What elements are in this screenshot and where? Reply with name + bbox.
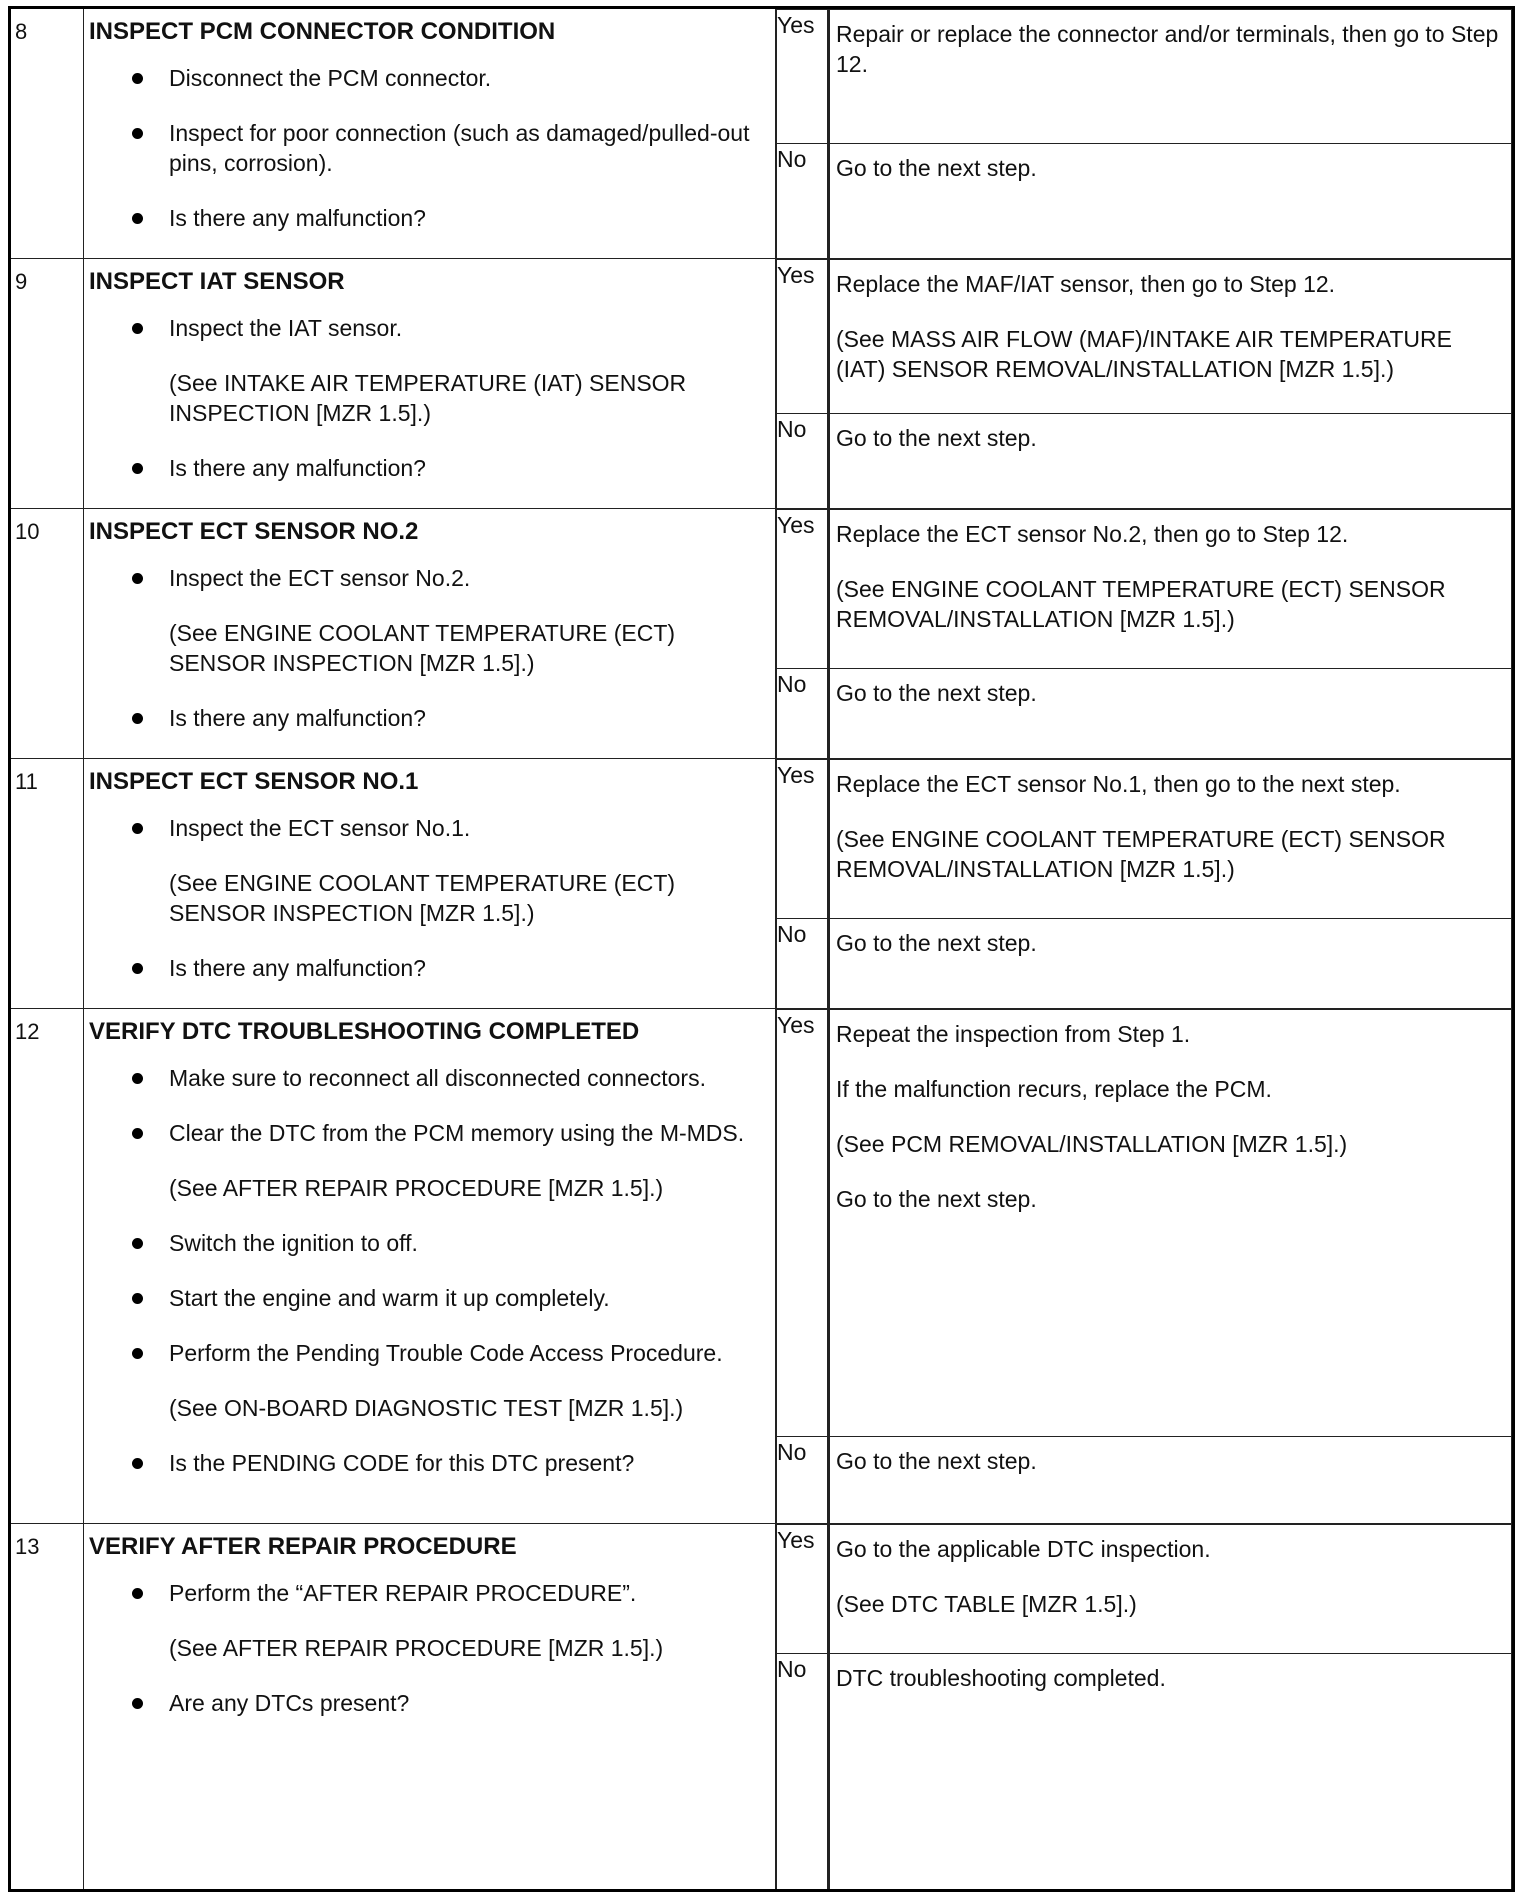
no-outcome bbox=[830, 414, 1512, 509]
result-no-label: No bbox=[777, 919, 828, 1009]
step-number: 8 bbox=[15, 19, 28, 44]
step-title: INSPECT ECT SENSOR NO.2 bbox=[89, 518, 419, 545]
step-title: INSPECT ECT SENSOR NO.1 bbox=[89, 768, 419, 795]
result-no-label: No bbox=[777, 144, 828, 259]
result-subtable bbox=[776, 509, 828, 758]
yes-action-text: (See PCM REMOVAL/INSTALLATION [MZR 1.5].) bbox=[836, 1131, 1348, 1157]
step-cell bbox=[10, 1009, 84, 1524]
step-number: 13 bbox=[15, 1534, 40, 1559]
step-cell bbox=[10, 259, 84, 509]
yes-action-text: (See MASS AIR FLOW (MAF)/INTAKE AIR TEMPERATURE (IAT) SENSOR REMOVAL/INSTALLATION [MZR 1.5].) bbox=[836, 326, 1452, 382]
result-cell bbox=[776, 1524, 829, 1891]
step-row bbox=[10, 259, 1514, 509]
action-cell bbox=[84, 759, 776, 1009]
yes-action-text: Replace the ECT sensor No.2, then go to Step 12. bbox=[836, 521, 1349, 547]
bullet-item: Start the engine and warm it up completely. bbox=[89, 1283, 765, 1313]
bullet-item: Disconnect the PCM connector. bbox=[89, 63, 765, 93]
bullet-item: Is there any malfunction? bbox=[89, 453, 765, 483]
result-yes-label: Yes bbox=[777, 760, 828, 919]
action-content bbox=[84, 259, 775, 483]
step-row bbox=[10, 8, 1514, 259]
bullet-item: Clear the DTC from the PCM memory using the M-MDS. bbox=[89, 1118, 765, 1148]
action-cell bbox=[84, 1524, 776, 1891]
yes-action-text: Replace the ECT sensor No.1, then go to the next step. bbox=[836, 771, 1401, 797]
reference-note: (See ENGINE COOLANT TEMPERATURE (ECT) SENSOR INSPECTION [MZR 1.5].) bbox=[169, 870, 676, 926]
step-title: VERIFY DTC TROUBLESHOOTING COMPLETED bbox=[89, 1018, 640, 1045]
yes-action-text: Repeat the inspection from Step 1. bbox=[836, 1021, 1191, 1047]
result-yes-label: Yes bbox=[777, 1010, 828, 1437]
no-action-text: Go to the next step. bbox=[836, 425, 1037, 451]
yes-outcome bbox=[830, 1010, 1512, 1437]
result-cell bbox=[776, 509, 829, 759]
result-yes-label: Yes bbox=[777, 510, 828, 669]
outcome-cell bbox=[829, 1524, 1514, 1891]
no-outcome bbox=[830, 1437, 1512, 1524]
bullet-item: Perform the “AFTER REPAIR PROCEDURE”. bbox=[89, 1578, 765, 1608]
action-cell bbox=[84, 509, 776, 759]
bullet-item: Make sure to reconnect all disconnected connectors. bbox=[89, 1063, 765, 1093]
outcome-subtable bbox=[829, 509, 1512, 758]
yes-action-text: Go to the next step. bbox=[836, 1186, 1037, 1212]
outcome-cell bbox=[829, 759, 1514, 1009]
step-title: INSPECT PCM CONNECTOR CONDITION bbox=[89, 18, 556, 45]
yes-action-text: Replace the MAF/IAT sensor, then go to Step 12. bbox=[836, 271, 1336, 297]
outcome-subtable bbox=[829, 1009, 1512, 1523]
result-yes-label: Yes bbox=[777, 10, 828, 144]
result-subtable bbox=[776, 259, 828, 508]
action-cell bbox=[84, 1009, 776, 1524]
step-number: 12 bbox=[15, 1019, 40, 1044]
outcome-cell bbox=[829, 8, 1514, 259]
no-action-text: DTC troubleshooting completed. bbox=[836, 1665, 1166, 1691]
result-yes-label: Yes bbox=[777, 260, 828, 414]
yes-outcome bbox=[830, 760, 1512, 919]
bullet-item: Are any DTCs present? bbox=[89, 1688, 765, 1718]
step-cell bbox=[10, 1524, 84, 1891]
step-number: 11 bbox=[15, 769, 38, 794]
yes-outcome bbox=[830, 10, 1512, 144]
outcome-cell bbox=[829, 1009, 1514, 1524]
action-content bbox=[84, 1524, 775, 1718]
no-action-text: Go to the next step. bbox=[836, 1448, 1037, 1474]
bullet-item: Inspect the IAT sensor. bbox=[89, 313, 765, 343]
bullet-item: Is there any malfunction? bbox=[89, 703, 765, 733]
step-number: 10 bbox=[15, 519, 40, 544]
reference-note: (See AFTER REPAIR PROCEDURE [MZR 1.5].) bbox=[169, 1175, 664, 1201]
yes-action-text: If the malfunction recurs, replace the PCM. bbox=[836, 1076, 1272, 1102]
step-row bbox=[10, 1009, 1514, 1524]
action-cell bbox=[84, 259, 776, 509]
outcome-cell bbox=[829, 509, 1514, 759]
result-subtable bbox=[776, 1009, 828, 1523]
step-row bbox=[10, 1524, 1514, 1891]
step-cell bbox=[10, 509, 84, 759]
diagnostic-procedure-table bbox=[8, 6, 1515, 1892]
outcome-subtable bbox=[829, 9, 1512, 258]
yes-action-text: Repair or replace the connector and/or terminals, then go to Step 12. bbox=[836, 21, 1499, 77]
no-action-text: Go to the next step. bbox=[836, 930, 1037, 956]
step-title: VERIFY AFTER REPAIR PROCEDURE bbox=[89, 1533, 517, 1560]
reference-note: (See ENGINE COOLANT TEMPERATURE (ECT) SENSOR INSPECTION [MZR 1.5].) bbox=[169, 620, 676, 676]
step-number: 9 bbox=[15, 269, 28, 294]
bullet-item: Is the PENDING CODE for this DTC present? bbox=[89, 1448, 765, 1478]
reference-note: (See AFTER REPAIR PROCEDURE [MZR 1.5].) bbox=[169, 1635, 664, 1661]
step-cell bbox=[10, 759, 84, 1009]
outcome-subtable bbox=[829, 1524, 1512, 1889]
result-no-label: No bbox=[777, 414, 828, 509]
bullet-item: Is there any malfunction? bbox=[89, 203, 765, 233]
step-cell bbox=[10, 8, 84, 259]
result-no-label: No bbox=[777, 1437, 828, 1524]
outcome-subtable bbox=[829, 759, 1512, 1008]
yes-outcome bbox=[830, 510, 1512, 669]
no-outcome bbox=[830, 1654, 1512, 1890]
result-no-label: No bbox=[777, 1654, 828, 1890]
result-cell bbox=[776, 259, 829, 509]
result-cell bbox=[776, 1009, 829, 1524]
bullet-item: Inspect for poor connection (such as damaged/pulled-out pins, corrosion). bbox=[89, 118, 765, 178]
action-content bbox=[84, 9, 775, 233]
action-content bbox=[84, 759, 775, 983]
outcome-subtable bbox=[829, 259, 1512, 508]
step-row bbox=[10, 759, 1514, 1009]
result-subtable bbox=[776, 9, 828, 258]
yes-action-text: (See ENGINE COOLANT TEMPERATURE (ECT) SENSOR REMOVAL/INSTALLATION [MZR 1.5].) bbox=[836, 826, 1446, 882]
step-row bbox=[10, 509, 1514, 759]
bullet-item: Inspect the ECT sensor No.1. bbox=[89, 813, 765, 843]
yes-action-text: (See ENGINE COOLANT TEMPERATURE (ECT) SENSOR REMOVAL/INSTALLATION [MZR 1.5].) bbox=[836, 576, 1446, 632]
yes-outcome bbox=[830, 1525, 1512, 1654]
bullet-item: Perform the Pending Trouble Code Access Procedure. bbox=[89, 1338, 765, 1368]
result-subtable bbox=[776, 759, 828, 1008]
result-no-label: No bbox=[777, 669, 828, 759]
action-content bbox=[84, 1009, 775, 1478]
result-cell bbox=[776, 8, 829, 259]
no-outcome bbox=[830, 144, 1512, 259]
result-cell bbox=[776, 759, 829, 1009]
result-yes-label: Yes bbox=[777, 1525, 828, 1654]
yes-outcome bbox=[830, 260, 1512, 414]
action-cell bbox=[84, 8, 776, 259]
action-content bbox=[84, 509, 775, 733]
no-action-text: Go to the next step. bbox=[836, 155, 1037, 181]
yes-action-text: Go to the applicable DTC inspection. bbox=[836, 1536, 1211, 1562]
reference-note: (See ON-BOARD DIAGNOSTIC TEST [MZR 1.5].) bbox=[169, 1395, 684, 1421]
reference-note: (See INTAKE AIR TEMPERATURE (IAT) SENSOR INSPECTION [MZR 1.5].) bbox=[169, 370, 687, 426]
bullet-item: Inspect the ECT sensor No.2. bbox=[89, 563, 765, 593]
yes-action-text: (See DTC TABLE [MZR 1.5].) bbox=[836, 1591, 1137, 1617]
result-subtable bbox=[776, 1524, 828, 1889]
no-outcome bbox=[830, 669, 1512, 759]
no-outcome bbox=[830, 919, 1512, 1009]
outcome-cell bbox=[829, 259, 1514, 509]
no-action-text: Go to the next step. bbox=[836, 680, 1037, 706]
step-title: INSPECT IAT SENSOR bbox=[89, 268, 345, 295]
bullet-item: Switch the ignition to off. bbox=[89, 1228, 765, 1258]
bullet-item: Is there any malfunction? bbox=[89, 953, 765, 983]
